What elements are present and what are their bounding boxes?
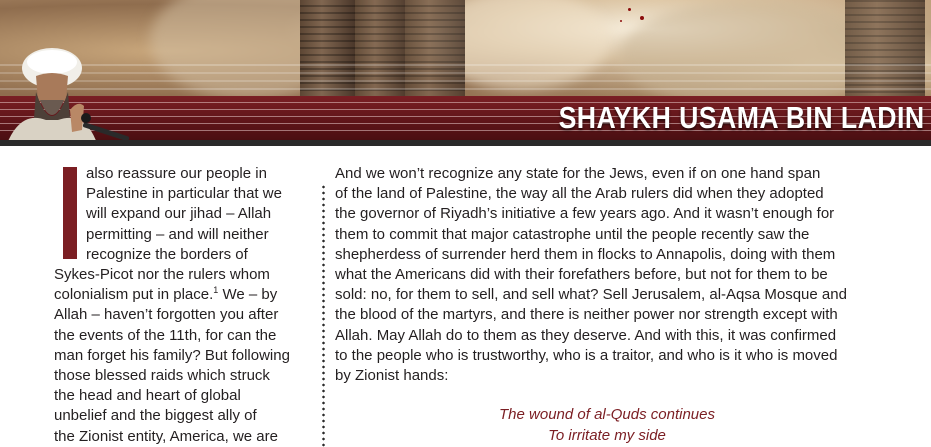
text-line: Allah. May Allah do to them as they deserve. And with this, it was confirmed [335,326,837,344]
text-line: the events of the 11th, for can the [54,326,277,344]
text-line: to the people who is trustworthy, who is a traitor, and who is it who is moved [335,346,838,364]
smoke-cloud [620,0,880,110]
header-bottom-rule [0,140,931,146]
text-line: of the land of Palestine, the way all the Arab rulers did when they adopted [335,185,824,203]
right-text-column [335,164,880,386]
text-line: And we won’t recognize any state for the Jews, even if on one hand span [335,165,821,182]
text-line: will expand our jihad – Allah [86,205,272,223]
text-line: what the Americans did with their forefathers before, but not for them to be [335,266,828,284]
text-line: those blessed raids which struck [54,367,270,385]
text-line: Palestine in particular that we [86,185,282,203]
tower-far [845,0,925,100]
text-line: permitting – and will neither [86,225,269,243]
text-line: the blood of the martyrs, and there is neither power nor strength except with [335,306,838,324]
page-header-title: SHAYKH USAMA BIN LADIN [559,100,925,135]
red-speck [620,20,622,22]
text-line: Allah – haven’t forgotten you after [54,306,279,324]
text-line: the Zionist entity, America, we are [54,427,278,445]
red-speck [640,16,644,20]
poem-line: To irritate my side [548,427,666,444]
text-fragment: We – by [218,286,278,304]
text-line: them to commit that major catastrophe until the people recently saw the [335,225,810,243]
text-line: man forget his family? But following [54,346,290,364]
red-speck [628,8,631,11]
header-banner [0,0,931,146]
text-line: by Zionist hands: [335,367,449,385]
text-fragment: colonialism put in place. [54,286,214,304]
footnote-marker[interactable]: 1 [213,285,219,296]
text-line: Sykes-Picot nor the rulers whom [54,266,270,284]
poem-line: The wound of al-Quds continues [499,406,715,423]
text-line: recognize the borders of [86,245,248,263]
text-line: shepherdess of surrender herd them in flocks to Annapolis, doing with them [335,245,836,263]
speaker-portrait [0,40,150,146]
text-line: unbelief and the biggest ally of [54,407,257,425]
column-divider [322,184,325,447]
left-text-column [54,164,312,447]
text-line: the head and heart of global [54,387,241,405]
text-line: sold: no, for them to sell, and sell what? Sell Jerusalem, al-Aqsa Mosque and [335,286,847,304]
text-line: also reassure our people in [86,165,267,182]
text-line: the governor of Riyadh’s initiative a few years ago. And it wasn’t enough for [335,205,835,223]
text-line-with-footnote [54,285,312,305]
